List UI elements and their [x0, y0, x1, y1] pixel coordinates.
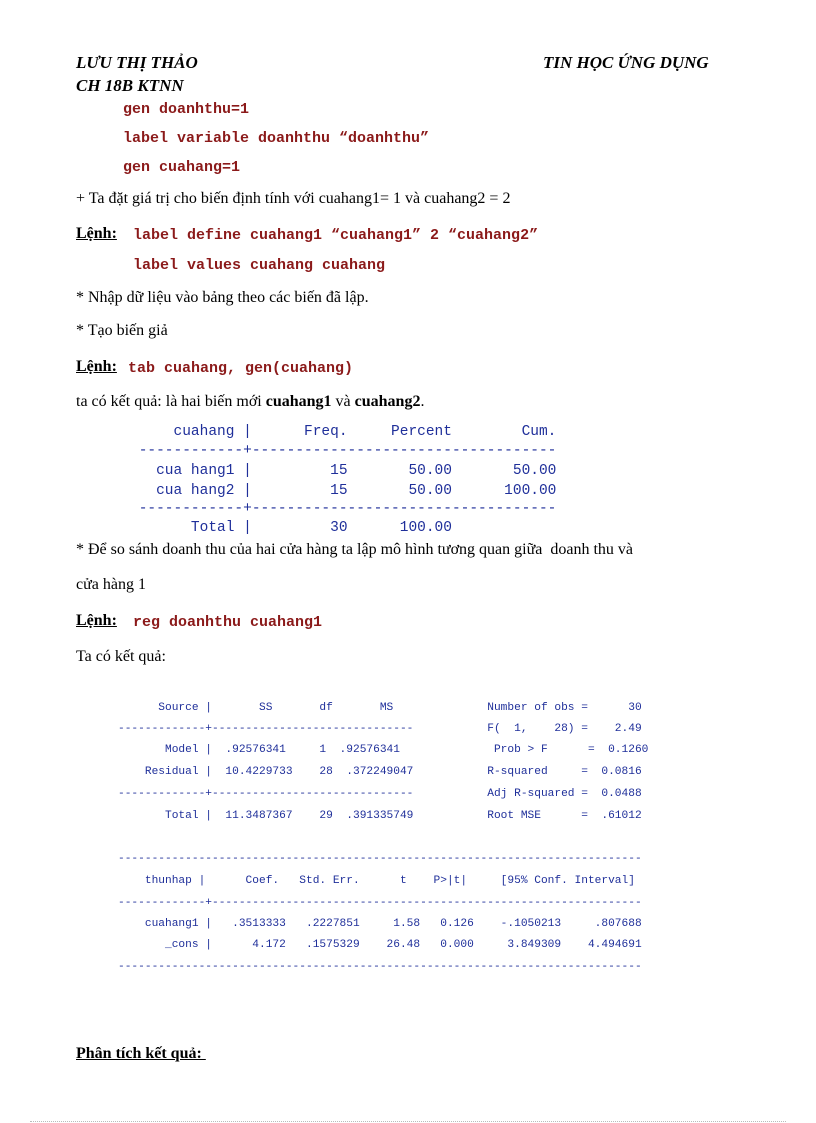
code-gen-doanhthu: gen doanhthu=1 — [123, 101, 250, 118]
reg-line: ------------------------------------------------------------------------------ — [118, 853, 642, 865]
result-var1: cuahang1 — [265, 393, 332, 410]
reg-line: cuahang1 | .3513333 .2227851 1.58 0.126 -.1050213 .807688 — [118, 918, 642, 930]
compare-text-line2: cửa hàng 1 — [76, 576, 146, 593]
tab-separator-2: ------------+----------------------------------- — [130, 501, 557, 517]
tab-row: cua hang1 | 15 50.00 50.00 — [130, 463, 557, 479]
set-values-text: + Ta đặt giá trị cho biến định tính với cuahang1= 1 và cuahang2 = 2 — [76, 190, 511, 207]
reg-line: -------------+------------------------------ F( 1, 28) = 2.49 — [118, 723, 642, 735]
compare-text-line1: * Để so sánh doanh thu của hai cửa hàng ta lập mô hình tương quan giữa doanh thu và — [76, 541, 634, 558]
tab-row: cua hang2 | 15 50.00 100.00 — [130, 483, 557, 499]
create-dummy-text: * Tạo biến giả — [76, 322, 168, 339]
reg-line: -------------+---------------------------------------------------------------- — [118, 897, 642, 909]
tab-header: cuahang | Freq. Percent Cum. — [130, 424, 557, 440]
reg-line: Total | 11.3487367 29 .391335749 Root MSE = .61012 — [118, 810, 642, 822]
reg-line: _cons | 4.172 .1575329 26.48 0.000 3.849309 4.494691 — [118, 939, 642, 951]
lenh-label-3: Lệnh: — [76, 612, 117, 629]
enter-data-text: * Nhập dữ liệu vào bảng theo các biến đã lập. — [76, 289, 369, 306]
result-suffix: . — [420, 393, 425, 410]
code-gen-cuahang: gen cuahang=1 — [123, 159, 241, 176]
tab-separator-1: ------------+----------------------------------- — [130, 443, 557, 459]
header-author: LƯU THỊ THẢO — [76, 53, 198, 72]
header-subject: TIN HỌC ỨNG DỤNG — [543, 53, 709, 72]
result-text — [76, 393, 424, 411]
result-and: và — [331, 393, 355, 410]
reg-line: -------------+------------------------------ Adj R-squared = 0.0488 — [118, 788, 642, 800]
page-bottom-divider — [30, 1121, 786, 1122]
code-label-define: label define cuahang1 “cuahang1” 2 “cuahang2” — [133, 227, 539, 244]
code-tab: tab cuahang, gen(cuahang) — [128, 360, 354, 377]
lenh-label-2: Lệnh: — [76, 358, 117, 375]
reg-line: Residual | 10.4229733 28 .372249047 R-squared = 0.0816 — [118, 766, 642, 778]
reg-line: thunhap | Coef. Std. Err. t P>|t| [95% Conf. Interval] — [118, 875, 635, 887]
reg-line: Source | SS df MS Number of obs = 30 — [118, 702, 642, 714]
tab-total: Total | 30 100.00 — [130, 520, 452, 536]
header-class: CH 18B KTNN — [76, 76, 184, 95]
ta-co-ket-qua: Ta có kết quả: — [76, 648, 166, 665]
code-reg: reg doanhthu cuahang1 — [133, 614, 323, 631]
result-prefix: ta có kết quả: là hai biến mới — [76, 393, 266, 410]
code-label-variable: label variable doanhthu “doanhthu” — [123, 130, 430, 147]
lenh-label-1: Lệnh: — [76, 225, 117, 242]
result-var2: cuahang2 — [354, 393, 421, 410]
reg-line: Model | .92576341 1 .92576341 Prob > F = 0.1260 — [118, 744, 649, 756]
reg-line: ------------------------------------------------------------------------------ — [118, 961, 642, 973]
code-label-values: label values cuahang cuahang — [133, 257, 386, 274]
analysis-title: Phân tích kết quả: — [76, 1045, 206, 1062]
